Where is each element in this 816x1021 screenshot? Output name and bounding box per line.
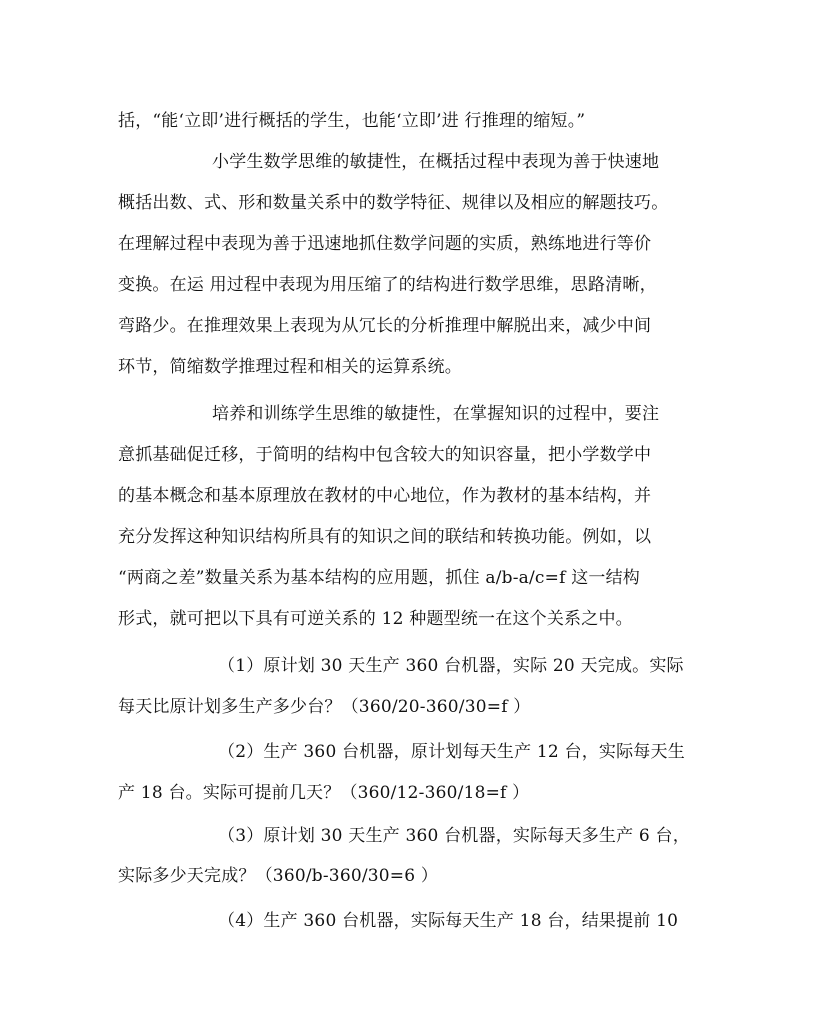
problem-3-line: （3）原计划 30 天生产 360 台机器，实际每天多生产 6 台， <box>218 826 690 846</box>
problem-1-formula-line: 每天比原计划多生产多少台？（360/20-360/30=f ） <box>118 697 531 717</box>
text-line: “两商之差”数量关系为基本结构的应用题，抓住 a/b-a/c=f 这一结构 <box>118 568 640 588</box>
text-line: 充分发挥这种知识结构所具有的知识之间的联结和转换功能。例如，以 <box>118 527 652 547</box>
text-line: 变换。在运 用过程中表现为用压缩了的结构进行数学思维，思路清晰， <box>118 275 657 295</box>
problem-4-line: （4）生产 360 台机器，实际每天生产 18 台，结果提前 10 <box>218 911 679 931</box>
text-line: 在理解过程中表现为善于迅速地抓住数学问题的实质，熟练地进行等价 <box>118 234 652 254</box>
text-line: 的基本概念和基本原理放在教材的中心地位，作为教材的基本结构，并 <box>118 486 652 506</box>
paragraph-start-line: 小学生数学思维的敏捷性，在概括过程中表现为善于快速地 <box>212 152 660 172</box>
problem-2-formula-line: 产 18 台。实际可提前几天？（360/12-360/18=f ） <box>118 783 530 803</box>
text-line: 括，“能‘立即’进行概括的学生，也能‘立即’进 行推理的缩短。” <box>118 111 586 131</box>
paragraph-start-line: 培养和训练学生思维的敏捷性，在掌握知识的过程中，要注 <box>212 404 660 424</box>
text-line: 弯路少。在推理效果上表现为从冗长的分析推理中解脱出来，减少中间 <box>118 316 652 336</box>
text-line: 形式，就可把以下具有可逆关系的 12 种题型统一在这个关系之中。 <box>118 609 633 629</box>
text-line: 环节，简缩数学推理过程和相关的运算系统。 <box>118 357 462 377</box>
problem-1-line: （1）原计划 30 天生产 360 台机器，实际 20 天完成。实际 <box>218 656 684 676</box>
problem-3-formula-line: 实际多少天完成？（360/b-360/30=6 ） <box>118 866 439 886</box>
problem-2-line: （2）生产 360 台机器，原计划每天生产 12 台，实际每天生 <box>218 742 685 762</box>
text-line: 意抓基础促迁移，于简明的结构中包含较大的知识容量，把小学数学中 <box>118 445 652 465</box>
text-line: 概括出数、式、形和数量关系中的数学特征、规律以及相应的解题技巧。 <box>118 193 669 213</box>
